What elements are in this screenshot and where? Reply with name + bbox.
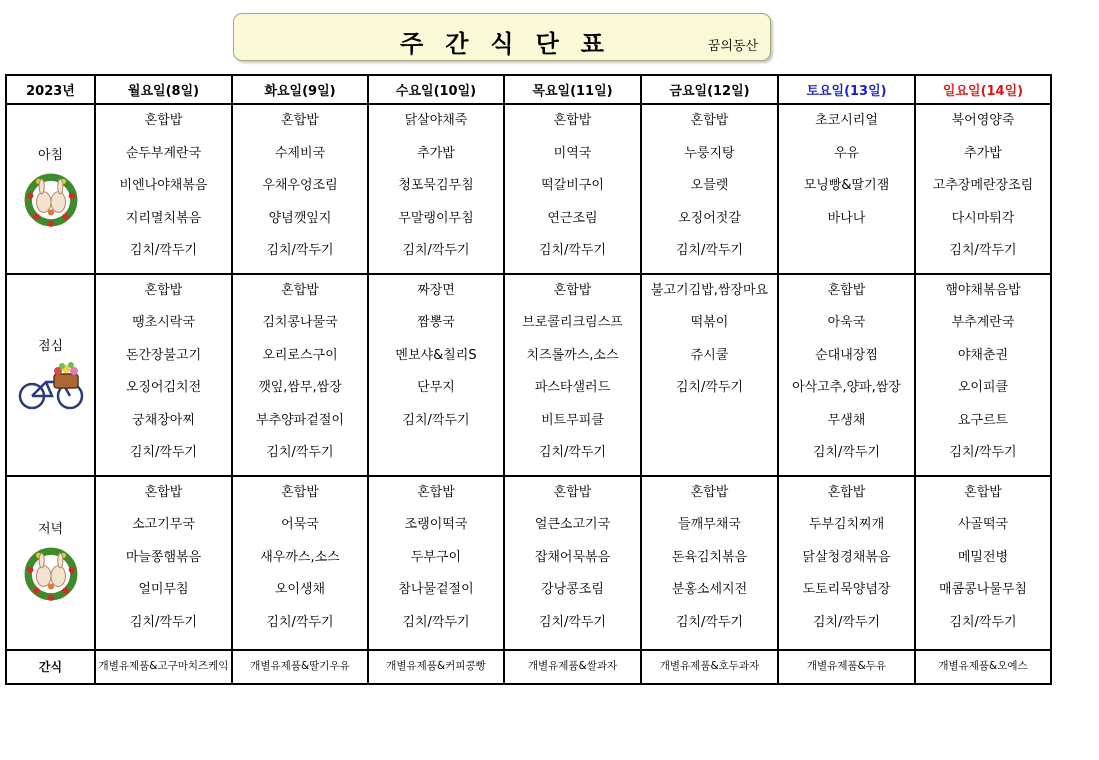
menu-item: 김치/깍두기 [949,445,1017,461]
menu-item: 모닝빵&딸기잼 [803,178,890,193]
snack-cell-mon: 개별유제품&고구마치즈케익 [95,650,232,684]
menu-item: 추가밥 [417,145,455,161]
menu-item: 돈간장불고기 [125,347,202,363]
meal-label-cell [6,274,95,476]
institution-name: 꿈의동산 [707,39,758,54]
meal-cell-sun [915,476,1051,650]
snack-cell-wed: 개별유제품&커피콩빵 [368,650,504,684]
menu-item: 혼합밥 [553,282,592,298]
menu-item: 김치/깍두기 [266,445,334,461]
menu-item: 미역국 [553,145,592,161]
menu-item: 치즈롤까스,소스 [526,347,619,363]
menu-item: 김치/깍두기 [675,380,744,396]
day-header-sun: 일요일(14일) [915,75,1051,104]
menu-item: 얼큰소고기국 [534,517,611,533]
menu-item: 김치/깍두기 [266,614,334,630]
menu-item: 깻잎,쌈무,쌈장 [258,380,342,396]
meal-row [6,274,1051,476]
day-header-tue: 화요일(9일) [232,75,368,104]
meal-row [6,476,1051,650]
meal-cell-wed [368,274,504,476]
year-header: 2023년 [6,75,95,104]
menu-item: 혼합밥 [964,484,1002,500]
meal-cell-wed [368,104,504,274]
menu-item: 혼합밥 [144,282,183,298]
menu-item: 단무지 [417,380,455,396]
menu-item [642,442,777,475]
menu-item: 바나나 [827,210,866,226]
menu-item: 혼합밥 [690,484,729,500]
meal-label-cell [6,104,95,274]
menu-item: 닭살청경채볶음 [802,549,891,565]
menu-item: 순두부계란국 [125,145,202,161]
snack-label: 간식 [6,650,95,684]
menu-item: 김치콩나물국 [262,315,338,331]
menu-item: 김치/깍두기 [675,614,744,630]
snack-row [6,650,1051,684]
meal-cell-sun [915,274,1051,476]
meal-label: 점심 [37,339,64,355]
menu-item: 누룽지탕 [684,145,735,161]
menu-item: 오징어김치전 [125,380,202,396]
menu-item: 얼미무침 [138,582,189,598]
menu-item: 김치/깍두기 [538,614,607,630]
menu-item: 혼합밥 [690,113,729,128]
page-title: 주간식단표 [400,30,626,58]
menu-item: 혼합밥 [553,113,592,128]
meal-label: 저녁 [37,522,64,538]
menu-item: 참나물겉절이 [398,582,474,598]
menu-item: 순대내장찜 [815,347,878,363]
menu-item: 쥬시쿨 [690,347,729,363]
menu-item: 조랭이떡국 [404,517,468,533]
flower-bicycle-icon [16,362,86,410]
menu-item: 사골떡국 [957,517,1009,533]
menu-item: 무생채 [827,412,866,428]
meal-cell-fri [641,274,778,476]
menu-item: 다시마튀각 [951,210,1015,226]
weekly-menu-table [5,74,1052,685]
menu-item: 혼합밥 [827,282,866,298]
day-header-fri: 금요일(12일) [641,75,778,104]
meal-cell-tue [232,476,368,650]
menu-item: 고추장메란장조림 [932,178,1034,193]
meal-cell-sat [778,274,915,476]
menu-item: 궁채장아찌 [132,412,195,428]
meal-cell-wed [368,476,504,650]
menu-item: 들깨무채국 [678,517,741,533]
menu-item: 오이피클 [957,380,1009,396]
menu-item: 혼합밥 [281,113,319,128]
snack-cell-sun: 개별유제품&오예스 [915,650,1051,684]
menu-item: 분홍소세지전 [671,582,748,598]
menu-item: 김치/깍두기 [812,614,881,630]
menu-item: 수제비국 [274,145,326,161]
meal-cell-sat [778,476,915,650]
meal-cell-mon [95,274,232,476]
meal-cell-sun [915,104,1051,274]
menu-item: 두부구이 [410,549,462,565]
menu-item: 비트무피클 [541,412,604,428]
day-header-wed: 수요일(10일) [368,75,504,104]
menu-item: 멘보샤&칠리S [395,347,477,363]
menu-item: 새우까스,소스 [260,549,340,565]
menu-item: 두부김치찌개 [808,517,885,533]
menu-item: 파스타샐러드 [534,380,611,396]
header-row [6,75,1051,104]
menu-item: 부추계란국 [951,315,1015,331]
menu-item [642,410,777,443]
menu-item: 김치/깍두기 [402,243,470,258]
menu-item: 오이생채 [274,582,326,598]
menu-item: 양념깻잎지 [268,210,332,226]
menu-item: 김치/깍두기 [812,445,881,461]
menu-item: 떡갈비구이 [541,178,604,193]
menu-item: 김치/깍두기 [949,243,1017,258]
bunny-wreath-icon [22,545,80,603]
day-header-sat: 토요일(13일) [778,75,915,104]
meal-cell-thu [504,274,641,476]
menu-item: 혼합밥 [281,282,319,298]
meal-cell-fri [641,104,778,274]
menu-item: 오징어젓갈 [678,210,741,226]
menu-item: 마늘쫑햄볶음 [125,549,202,565]
menu-item: 지리멸치볶음 [125,210,202,226]
day-header-mon: 월요일(8일) [95,75,232,104]
menu-item: 김치/깍두기 [266,243,334,258]
menu-item: 연근조림 [547,210,598,226]
snack-cell-thu: 개별유제품&쌀과자 [504,650,641,684]
menu-item: 소고기무국 [132,517,195,533]
menu-item: 혼합밥 [553,484,592,500]
menu-item: 야채춘권 [957,347,1009,363]
menu-item: 무말랭이무침 [398,210,474,226]
menu-item: 짜장면 [417,282,455,298]
menu-item: 초코시리얼 [815,113,878,128]
menu-item: 김치/깍두기 [675,243,744,258]
snack-cell-fri: 개별유제품&호두과자 [641,650,778,684]
menu-item: 강낭콩조림 [541,582,604,598]
snack-cell-sat: 개별유제품&두유 [778,650,915,684]
menu-item: 땡초시락국 [132,315,195,331]
menu-item [369,442,503,475]
meal-cell-fri [641,476,778,650]
menu-item: 김치/깍두기 [949,614,1017,630]
meal-label-cell [6,476,95,650]
menu-item: 혼합밥 [144,113,183,128]
menu-item: 김치/깍두기 [538,445,607,461]
menu-item: 비엔나야채볶음 [119,178,208,193]
menu-item: 김치/깍두기 [129,243,198,258]
menu-item: 도토리묵양념장 [802,582,891,598]
meal-cell-mon [95,476,232,650]
title-banner [233,13,771,61]
meal-cell-mon [95,104,232,274]
menu-item: 추가밥 [964,145,1002,161]
menu-item: 돈육김치볶음 [671,549,748,565]
menu-item: 잡채어묵볶음 [534,549,611,565]
menu-item: 떡볶이 [690,315,729,331]
bunny-wreath-icon [22,171,80,229]
menu-item: 어묵국 [281,517,319,533]
menu-item: 아욱국 [827,315,866,331]
menu-item: 메밀전병 [957,549,1009,565]
menu-item: 북어영양죽 [951,113,1015,128]
menu-item: 청포묵김무침 [398,178,474,193]
menu-item: 혼합밥 [417,484,455,500]
meal-cell-thu [504,476,641,650]
meal-cell-thu [504,104,641,274]
menu-item: 혼합밥 [281,484,319,500]
menu-item: 햄야채볶음밥 [945,282,1021,298]
menu-item [779,240,914,273]
snack-cell-tue: 개별유제품&딸기우유 [232,650,368,684]
menu-item: 매콤콩나물무침 [939,582,1027,598]
meal-cell-tue [232,104,368,274]
menu-item: 오믈렛 [690,178,729,193]
menu-item: 김치/깍두기 [129,614,198,630]
menu-item: 불고기김밥,쌈장마요 [650,282,769,298]
menu-item: 브로콜리크림스프 [522,315,623,331]
menu-item: 우유 [833,145,860,161]
menu-item: 김치/깍두기 [538,243,607,258]
meal-row [6,104,1051,274]
menu-item: 우채우엉조림 [262,178,338,193]
menu-item: 요구르트 [957,412,1009,428]
menu-item: 김치/깍두기 [129,445,198,461]
menu-item: 부추양파겉절이 [256,412,344,428]
meal-label: 아침 [37,148,64,164]
menu-item: 오리로스구이 [262,347,338,363]
menu-item: 김치/깍두기 [402,614,470,630]
day-header-thu: 목요일(11일) [504,75,641,104]
menu-item: 김치/깍두기 [402,412,470,428]
menu-item: 혼합밥 [144,484,183,500]
menu-item: 아삭고추,양파,쌈장 [792,380,901,396]
menu-item: 닭살야채죽 [404,113,468,128]
meal-cell-tue [232,274,368,476]
menu-item: 혼합밥 [827,484,866,500]
meal-cell-sat [778,104,915,274]
menu-item: 짬뽕국 [417,315,455,331]
